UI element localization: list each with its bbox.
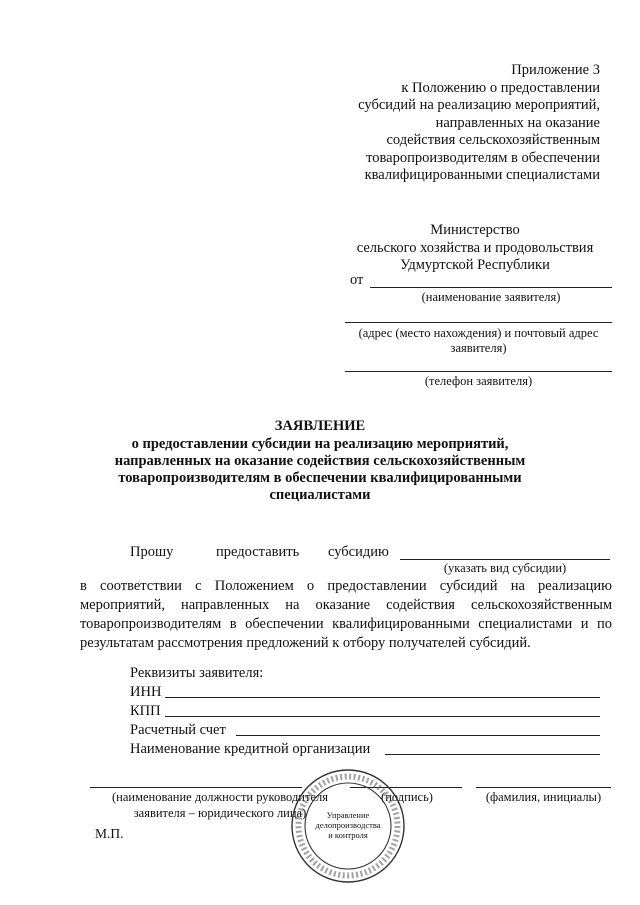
registration-stamp bbox=[288, 766, 408, 886]
annex-line: содействия сельскохозяйственным bbox=[386, 132, 600, 148]
inn-label: ИНН bbox=[130, 684, 162, 700]
addressee-line: сельского хозяйства и продовольствия bbox=[356, 239, 594, 256]
request-word-2: предоставить bbox=[216, 544, 300, 560]
position-hint: (наименование должности руководителя bbox=[112, 790, 328, 804]
bank-line bbox=[385, 754, 600, 755]
title-line: о предоставлении субсидии на реализацию мероприятий, bbox=[131, 436, 509, 452]
bank-label: Наименование кредитной организации bbox=[130, 741, 371, 757]
from-label: от bbox=[350, 272, 364, 288]
stamp-text bbox=[308, 810, 388, 840]
annex-line: Приложение 3 bbox=[511, 62, 600, 78]
address-hint-cont: заявителя) bbox=[450, 341, 507, 355]
addressee-line: Министерство bbox=[430, 222, 520, 238]
title-line: специалистами bbox=[269, 487, 371, 503]
signature-hint: (подпись) bbox=[381, 790, 433, 804]
requisites-heading: Реквизиты заявителя: bbox=[130, 665, 264, 681]
account-label: Расчетный счет bbox=[130, 722, 226, 738]
annex-line: товаропроизводителям в обеспечении bbox=[366, 149, 600, 166]
stamp-line: Управление bbox=[326, 810, 370, 820]
position-hint-cont: заявителя – юридического лица) bbox=[133, 806, 307, 820]
account-line bbox=[236, 735, 600, 736]
applicant-name-line bbox=[370, 287, 612, 288]
applicant-name-hint: (наименование заявителя) bbox=[421, 290, 561, 304]
subsidy-type-line bbox=[400, 559, 610, 560]
title-line: товаропроизводителям в обеспечении квалифицированными bbox=[118, 470, 522, 486]
inn-line bbox=[165, 697, 600, 698]
kpp-line bbox=[165, 716, 600, 717]
annex-line: направленных на оказание bbox=[435, 114, 600, 131]
title-heading: ЗАЯВЛЕНИЕ bbox=[274, 418, 366, 434]
request-word-3: субсидию bbox=[328, 544, 389, 560]
kpp-label: КПП bbox=[130, 703, 161, 719]
name-line bbox=[476, 787, 611, 788]
annex-header bbox=[330, 62, 600, 185]
address-hint: (адрес (место нахождения) и почтовый адрес bbox=[358, 326, 599, 340]
addressee-block bbox=[340, 222, 610, 275]
annex-line: субсидий на реализацию мероприятий, bbox=[358, 97, 600, 113]
stamp-line: делопроизводства bbox=[315, 820, 381, 830]
address-line bbox=[345, 322, 612, 323]
annex-line: квалифицированными специалистами bbox=[364, 167, 600, 183]
addressee-line: Удмуртской Республики bbox=[400, 257, 550, 273]
document-title bbox=[80, 418, 560, 504]
phone-line bbox=[345, 371, 612, 372]
seal-label: М.П. bbox=[95, 826, 124, 841]
subsidy-type-hint: (указать вид субсидии) bbox=[443, 561, 567, 575]
annex-line: к Положению о предоставлении bbox=[401, 79, 600, 96]
position-line bbox=[90, 787, 302, 788]
phone-hint: (телефон заявителя) bbox=[424, 374, 533, 388]
request-word-1: Прошу bbox=[130, 544, 174, 560]
request-paragraph: в соответствии с Положением о предоставлении субсидий на реализацию мероприятий, направленных на оказание содействия сельскохозяйственным товаропроизводителям в обеспечении квалифицированными специалистами и по результатам рассмотрения предложений к отбору получателей субсидий. bbox=[80, 578, 612, 651]
title-line: направленных на оказание содействия сельскохозяйственным bbox=[114, 453, 526, 469]
stamp-line: и контроля bbox=[328, 830, 368, 840]
name-hint: (фамилия, инициалы) bbox=[485, 790, 602, 804]
